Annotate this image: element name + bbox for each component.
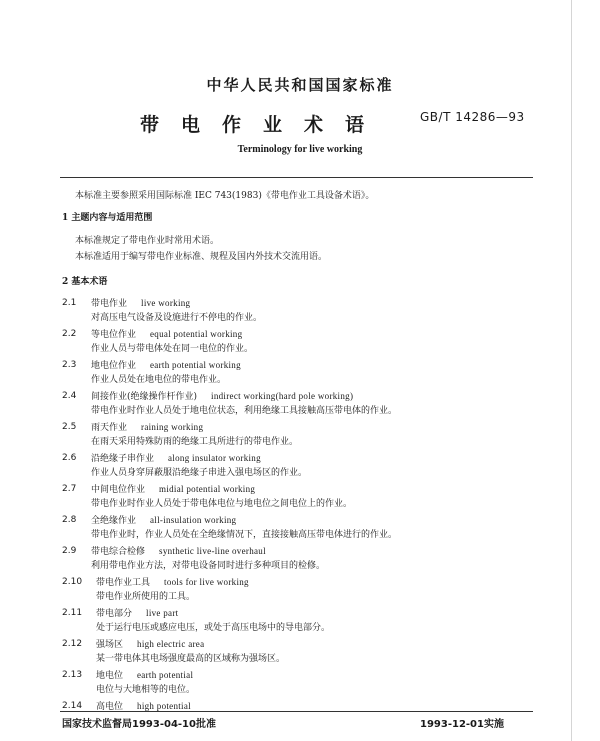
term-number: 2.5 [62, 422, 77, 432]
term-definition: 处于运行电压或感应电压，或处于高压电场中的导电部分。 [96, 623, 331, 633]
term-english: live part [146, 608, 179, 618]
term-english: equal potential working [150, 329, 243, 339]
term-definition: 作业人员处在地电位的带电作业。 [91, 375, 227, 385]
intro-paragraph: 本标准主要参照采用国际标准 IEC 743(1983)《带电作业工具设备术语》。 [75, 191, 375, 201]
term-definition: 利用带电作业方法，对带电设备同时进行多种项目的检修。 [91, 561, 326, 571]
term-english: raining working [141, 422, 204, 432]
term-definition: 某一带电体其电场强度最高的区域称为强场区。 [96, 654, 286, 664]
term-english: tools for live working [164, 577, 249, 587]
term-english: indirect working(hard pole working) [211, 391, 354, 401]
term-number: 2.8 [62, 515, 77, 525]
term-chinese: 带电作业 [91, 299, 128, 309]
term-chinese: 高电位 [96, 702, 124, 712]
term-heading [96, 638, 204, 651]
term-definition: 带电作业所使用的工具。 [96, 592, 196, 602]
term-heading [96, 576, 249, 589]
term-english: synthetic live-line overhaul [159, 546, 266, 556]
term-number: 2.9 [62, 546, 77, 556]
term-number: 2.1 [62, 298, 77, 308]
standard-code: GB/T 14286—93 [420, 110, 525, 124]
term-definition: 电位与大地相等的电位。 [96, 685, 196, 695]
term-definition: 作业人员身穿屏蔽服沿绝缘子串进入强电场区的作业。 [91, 468, 308, 478]
term-heading [96, 669, 193, 682]
term-heading [91, 545, 266, 558]
term-chinese: 等电位作业 [91, 330, 137, 340]
term-definition: 在雨天采用特殊防雨的绝缘工具所进行的带电作业。 [91, 437, 299, 447]
term-heading [91, 421, 203, 434]
term-english: all-insulation working [150, 515, 237, 525]
term-chinese: 带电部分 [96, 609, 133, 619]
term-number: 2.7 [62, 484, 77, 494]
term-heading [91, 328, 242, 341]
page-edge-line [571, 0, 572, 741]
term-heading [91, 297, 190, 310]
section-1-paragraph-2: 本标准适用于编写带电作业标准、规程及国内外技术交流用语。 [75, 252, 328, 262]
term-number: 2.6 [62, 453, 77, 463]
term-chinese: 地电位 [96, 671, 124, 681]
term-chinese: 沿绝缘子串作业 [91, 454, 155, 464]
term-english: along insulator working [168, 453, 261, 463]
term-number: 2.14 [62, 701, 83, 711]
term-english: high potential [137, 701, 191, 711]
footer-divider [60, 711, 533, 712]
term-english: midial potential working [159, 484, 256, 494]
term-number: 2.11 [62, 608, 83, 618]
term-heading [91, 514, 236, 527]
term-chinese: 带电作业工具 [96, 578, 151, 588]
term-chinese: 中间电位作业 [91, 485, 146, 495]
term-chinese: 雨天作业 [91, 423, 128, 433]
term-number: 2.4 [62, 391, 77, 401]
term-definition: 作业人员与带电体处在同一电位的作业。 [91, 344, 254, 354]
section-1-paragraph-1: 本标准规定了带电作业时常用术语。 [75, 236, 220, 246]
term-number: 2.3 [62, 360, 77, 370]
section-2-heading: 2 基本术语 [62, 277, 108, 287]
implementation-date: 1993-12-01实施 [420, 719, 504, 730]
term-number: 2.10 [62, 577, 83, 587]
term-chinese: 全绝缘作业 [91, 516, 137, 526]
term-definition: 带电作业时作业人员处于带电体电位与地电位之间电位上的作业。 [91, 499, 353, 509]
document-title: 带电作业术语 [140, 114, 387, 136]
term-chinese: 地电位作业 [91, 361, 137, 371]
term-number: 2.2 [62, 329, 77, 339]
term-heading [91, 452, 261, 465]
approval-date: 国家技术监督局1993-04-10批准 [62, 719, 216, 730]
term-definition: 带电作业时作业人员处于地电位状态，利用绝缘工具接触高压带电体的作业。 [91, 406, 398, 416]
term-definition: 带电作业时，作业人员处在全绝缘情况下，直接接触高压带电体进行的作业。 [91, 530, 398, 540]
term-heading [91, 390, 353, 403]
term-number: 2.12 [62, 639, 83, 649]
section-1-heading: 1 主题内容与适用范围 [62, 213, 153, 223]
term-heading [96, 607, 178, 620]
term-english: earth potential [137, 670, 194, 680]
term-english: high electric area [137, 639, 205, 649]
term-heading [91, 359, 241, 372]
term-english: earth potential working [150, 360, 241, 370]
term-number: 2.13 [62, 670, 83, 680]
term-chinese: 间接作业(绝缘操作杆作业) [91, 392, 198, 402]
term-chinese: 带电综合检修 [91, 547, 146, 557]
term-chinese: 强场区 [96, 640, 124, 650]
header-divider [60, 177, 533, 178]
term-definition: 对高压电气设备及设施进行不停电的作业。 [91, 313, 263, 323]
term-english: live working [141, 298, 191, 308]
national-standard-heading: 中华人民共和国国家标准 [206, 76, 394, 94]
term-heading [91, 483, 255, 496]
english-title: Terminology for live working [237, 144, 363, 155]
